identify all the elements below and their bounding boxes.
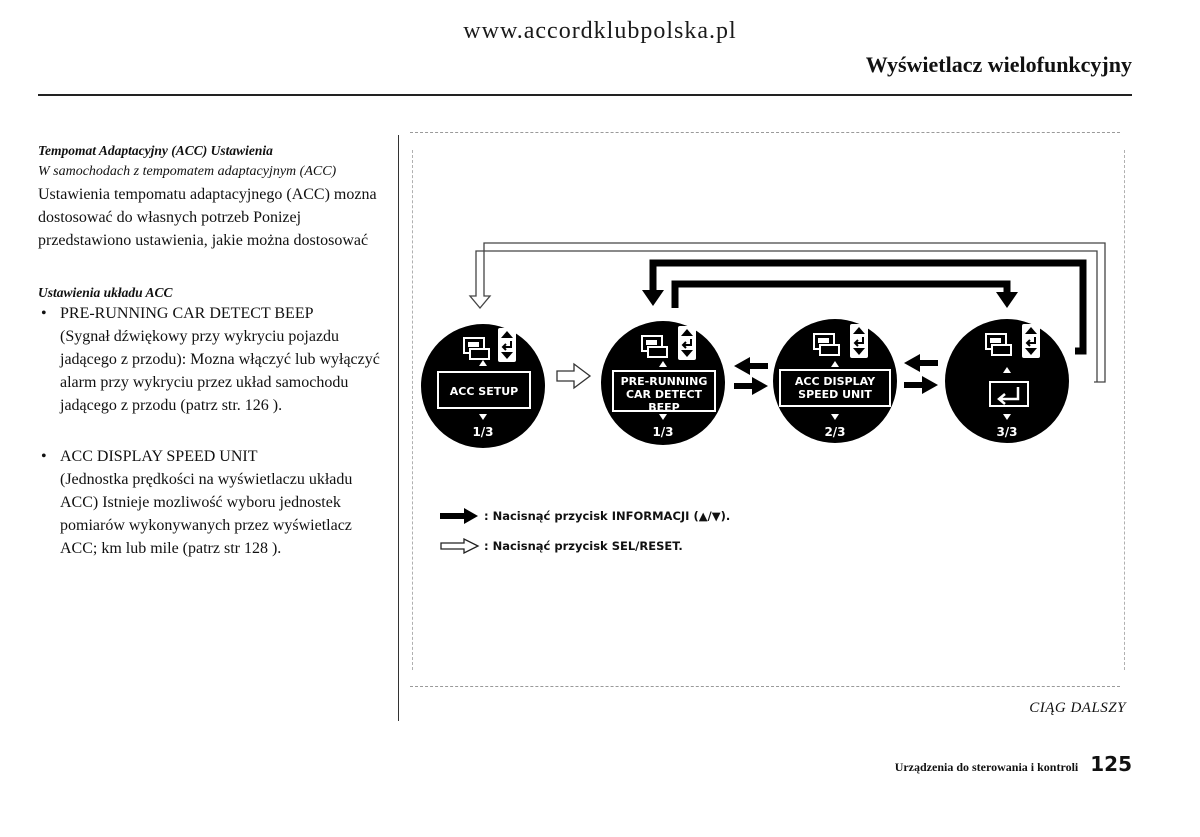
- screen-page-indicator: 1/3: [652, 425, 674, 439]
- settings-list: [38, 302, 390, 560]
- screen-label: PRE-RUNNING: [620, 375, 708, 388]
- screen-label: BEEP: [648, 401, 680, 414]
- list-item: [38, 302, 390, 417]
- site-url: www.accordklubpolska.pl: [463, 18, 737, 44]
- return-box: [990, 382, 1028, 406]
- legend-sel-reset-text: : Nacisnąć przycisk SEL/RESET.: [484, 539, 683, 553]
- info-loop-inner-arrowhead: [996, 292, 1018, 308]
- bullet-description: (Sygnał dźwiękowy przy wykryciu pojazdu jadącego z przodu): Mozna włączyć lub wyłączyć alarm przy wykryciu przez układ samochodu jadącego z przodu (patrz str. 126 ).: [60, 328, 380, 414]
- legend-info-button: [440, 508, 730, 524]
- acc-screen-1: [421, 324, 545, 448]
- info-arrow-back: [734, 357, 768, 375]
- bullet-title: PRE-RUNNING CAR DETECT BEEP: [60, 305, 314, 322]
- acc-screen-3: [773, 319, 897, 443]
- info-loop-inner-line: [675, 284, 1007, 308]
- bullet-title: ACC DISPLAY SPEED UNIT: [60, 448, 258, 465]
- list-item: [38, 445, 390, 560]
- figure-frame-bottom: [410, 686, 1120, 687]
- screen-page-indicator: 3/3: [996, 425, 1018, 439]
- acc-system-heading: Ustawienia układu ACC: [38, 285, 173, 300]
- acc-settings-heading: Tempomat Adaptacyjny (ACC) Ustawienia: [38, 143, 273, 158]
- screen-page-indicator: 1/3: [472, 425, 494, 439]
- legend-sel-reset: [440, 538, 683, 554]
- page-number: 125: [1090, 752, 1132, 776]
- continued-label: CIĄG DALSZY: [1029, 700, 1126, 716]
- screen-page-indicator: 2/3: [824, 425, 846, 439]
- acc-intro-paragraph: Ustawienia tempomatu adaptacyjnego (ACC) mozna dostosować do własnych potrzeb Ponizej przedstawiono ustawienia, jakie można dostosować: [38, 186, 377, 249]
- screen-label: ACC DISPLAY: [794, 375, 876, 388]
- page-footer: [895, 752, 1132, 776]
- header-rule: [38, 94, 1132, 96]
- screen-label: CAR DETECT: [625, 388, 703, 401]
- info-arrow-forward: [904, 376, 938, 394]
- acc-menu-flow-diagram: [420, 236, 1140, 466]
- info-loop-outer-arrowhead: [642, 290, 664, 306]
- screen-label: SPEED UNIT: [798, 388, 872, 401]
- hollow-arrow-icon: [440, 538, 480, 554]
- figure-frame-left: [412, 150, 413, 670]
- section-title: Wyświetlacz wielofunkcyjny: [865, 52, 1132, 77]
- solid-arrow-icon: [440, 508, 480, 524]
- screen-label: ACC SETUP: [449, 385, 519, 398]
- acc-screen-2: [601, 321, 725, 445]
- bullet-description: (Jednostka prędkości na wyświetlaczu układu ACC) Istnieje mozliwość wyboru jednostek pomiarów wykonywanych przez wyświetlacz ACC; km lub mile (patrz str 128 ).: [60, 471, 353, 557]
- figure-frame-top: [410, 132, 1120, 133]
- legend-info-text: : Nacisnąć przycisk INFORMACJI (▲/▼).: [484, 509, 731, 523]
- sel-reset-arrow: [557, 364, 590, 388]
- left-column: [38, 142, 390, 560]
- bullet-icon: •: [41, 448, 47, 465]
- bullet-icon: •: [41, 305, 47, 322]
- acc-screen-4: [945, 319, 1069, 443]
- footer-section-name: Urządzenia do sterowania i kontroli: [894, 760, 1079, 774]
- acc-equipped-note: W samochodach z tempomatem adaptacyjnym (ACC): [38, 164, 337, 179]
- column-divider: [398, 135, 399, 721]
- info-arrow-forward: [734, 377, 768, 395]
- info-arrow-back: [904, 354, 938, 372]
